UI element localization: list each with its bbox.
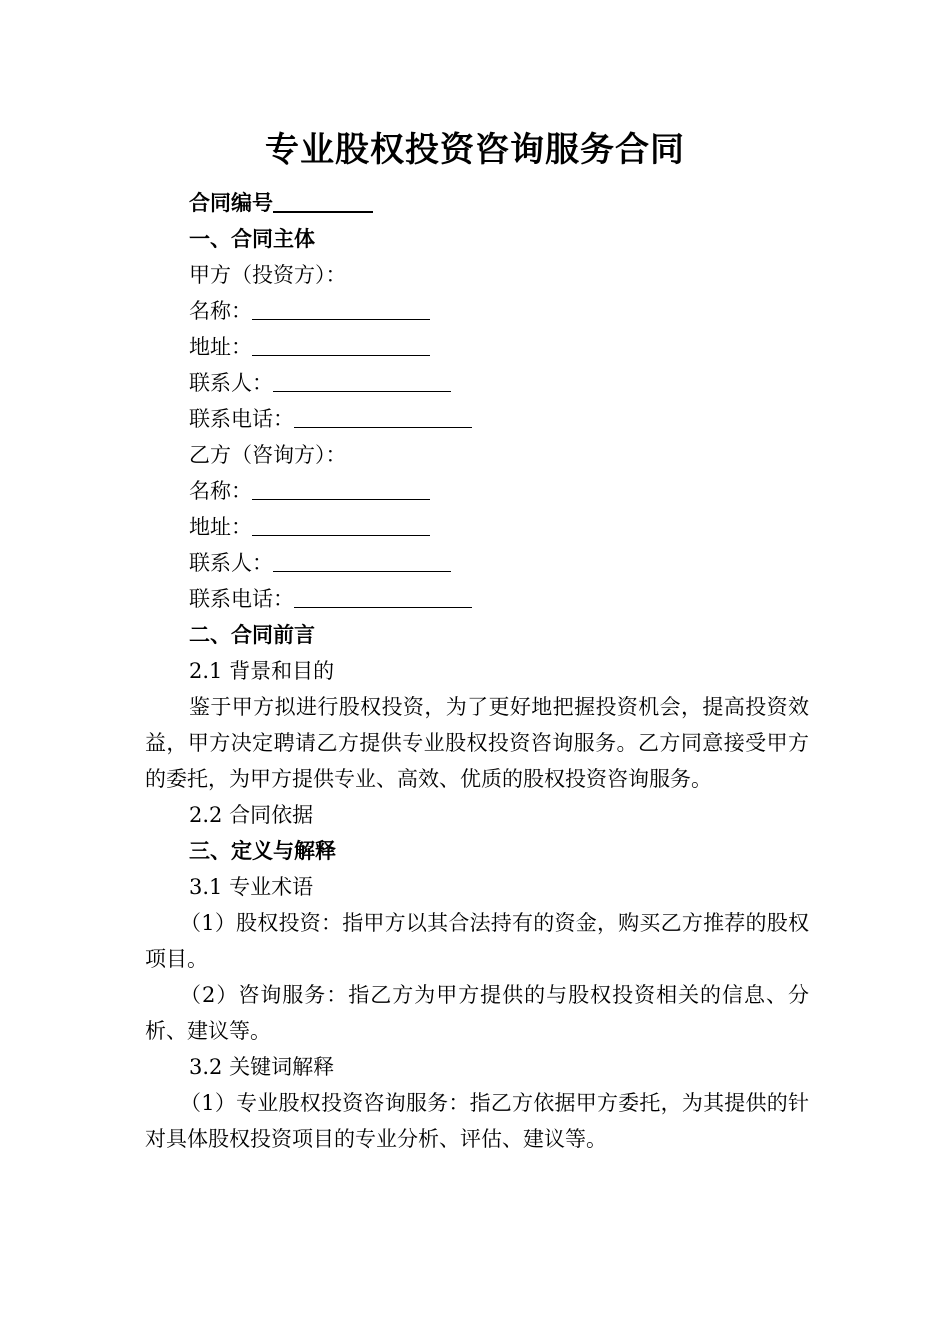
keyword-item-1: （1）专业股权投资咨询服务：指乙方依据甲方委托，为其提供的针对具体股权投资项目的专业分析、评估、建议等。 (145, 1091, 809, 1151)
subsection-2-1: 2.1 背景和目的 (189, 659, 335, 683)
party-a-contact-line (145, 365, 809, 401)
party-a-address-blank (252, 329, 430, 356)
section-2-heading: 二、合同前言 (189, 623, 315, 647)
party-b-address-blank (252, 509, 430, 536)
definition-item-2: （2）咨询服务：指乙方为甲方提供的与股权投资相关的信息、分析、建议等。 (145, 983, 809, 1043)
party-a-address-line (145, 329, 809, 365)
party-a-contact-label: 联系人： (189, 371, 273, 395)
party-b-name-blank (252, 473, 430, 500)
definition-item-1: （1）股权投资：指甲方以其合法持有的资金，购买乙方推荐的股权项目。 (145, 911, 809, 971)
section-1-heading: 一、合同主体 (189, 227, 315, 251)
background-paragraph: 鉴于甲方拟进行股权投资，为了更好地把握投资机会，提高投资效益，甲方决定聘请乙方提供专业股权投资咨询服务。乙方同意接受甲方的委托，为甲方提供专业、高效、优质的股权投资咨询服务。 (145, 695, 809, 791)
party-a-name-label: 名称： (189, 299, 252, 323)
subsection-3-1: 3.1 专业术语 (189, 875, 314, 899)
party-b-name-line (145, 473, 809, 509)
party-b-heading: 乙方（咨询方）： (189, 443, 347, 467)
party-a-name-line (145, 293, 809, 329)
party-a-address-label: 地址： (189, 335, 252, 359)
party-b-contact-label: 联系人： (189, 551, 273, 575)
contract-number-blank (273, 185, 373, 213)
party-a-heading: 甲方（投资方）： (189, 263, 347, 287)
party-b-name-label: 名称： (189, 479, 252, 503)
party-b-phone-blank (294, 581, 472, 608)
party-b-phone-line (145, 581, 809, 617)
party-b-address-label: 地址： (189, 515, 252, 539)
party-a-contact-blank (273, 365, 451, 392)
party-a-phone-line (145, 401, 809, 437)
contract-number-line (145, 185, 809, 221)
party-b-address-line (145, 509, 809, 545)
party-b-contact-blank (273, 545, 451, 572)
document-title: 专业股权投资咨询服务合同 (265, 130, 685, 170)
party-b-contact-line (145, 545, 809, 581)
party-a-phone-label: 联系电话： (189, 407, 294, 431)
party-a-phone-blank (294, 401, 472, 428)
party-b-phone-label: 联系电话： (189, 587, 294, 611)
document-body (145, 185, 809, 1157)
subsection-2-2: 2.2 合同依据 (189, 803, 314, 827)
section-3-heading: 三、定义与解释 (189, 839, 336, 863)
party-a-name-blank (252, 293, 430, 320)
contract-number-label: 合同编号 (189, 191, 273, 215)
subsection-3-2: 3.2 关键词解释 (189, 1055, 335, 1079)
